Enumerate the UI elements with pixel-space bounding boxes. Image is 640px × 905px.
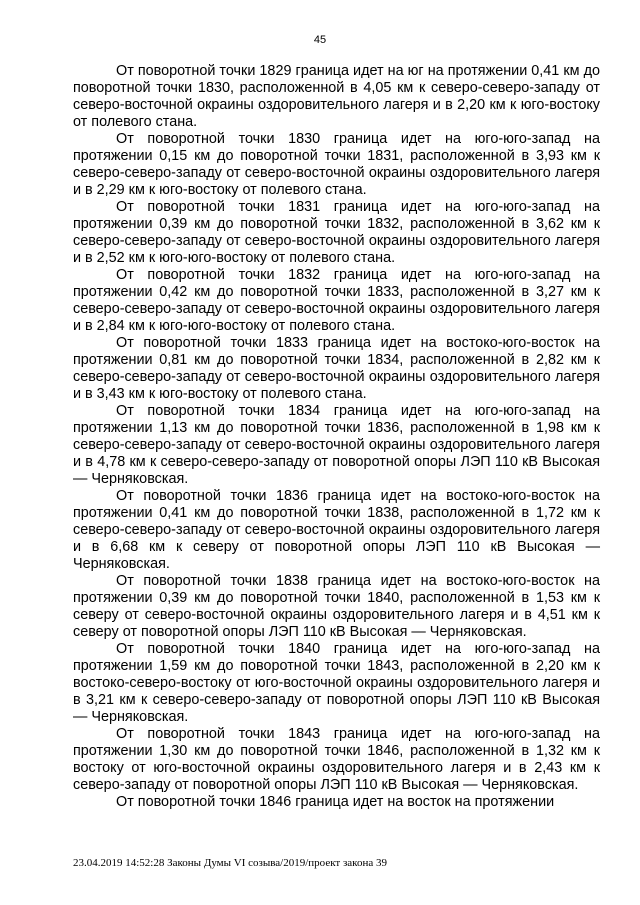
paragraph: От поворотной точки 1846 граница идет на восток на протяжении [116, 794, 555, 810]
paragraph: От поворотной точки 1833 граница идет на востоко-юго-восток на протяжении 0,81 км до поворотной точки 1834, расположенной в 2,82 км к северо-северо-западу от северо-восточной окраины оздоровительного лагеря и в 3,43 км к юго-востоку от полевого стана. [73, 335, 600, 402]
paragraph: От поворотной точки 1836 граница идет на востоко-юго-восток на протяжении 0,41 км до поворотной точки 1838, расположенной в 1,72 км к северо-северо-западу от северо-восточной окраины оздоровительного лагеря и в 6,68 км к северу от поворотной опоры ЛЭП 110 кВ Высокая — Черняковская. [73, 488, 600, 572]
paragraph: От поворотной точки 1843 граница идет на юго-юго-запад на протяжении 1,30 км до поворотной точки 1846, расположенной в 1,32 км к востоку от юго-восточной окраины оздоровительного лагеря и в 2,43 км к северо-западу от поворотной опоры ЛЭП 110 кВ Высокая — Черняковская. [73, 726, 600, 793]
paragraph: От поворотной точки 1840 граница идет на юго-юго-запад на протяжении 1,59 км до поворотной точки 1843, расположенной в 2,20 км к востоко-северо-востоку от юго-восточной окраины оздоровительного лагеря и в 3,21 км к северо-северо-западу от поворотной опоры ЛЭП 110 кВ Высокая — Черняковская. [73, 641, 600, 725]
paragraph: От поворотной точки 1832 граница идет на юго-юго-запад на протяжении 0,42 км до поворотной точки 1833, расположенной в 3,27 км к северо-северо-западу от северо-восточной окраины оздоровительного лагеря и в 2,84 км к юго-юго-востоку от полевого стана. [73, 267, 600, 334]
paragraph: От поворотной точки 1834 граница идет на юго-юго-запад на протяжении 1,13 км до поворотной точки 1836, расположенной в 1,98 км к северо-северо-западу от северо-восточной окраины оздоровительного лагеря и в 4,78 км к северо-северо-западу от поворотной опоры ЛЭП 110 кВ Высокая — Черняковская. [73, 403, 600, 487]
paragraph: От поворотной точки 1830 граница идет на юго-юго-запад на протяжении 0,15 км до поворотной точки 1831, расположенной в 3,93 км к северо-северо-западу от северо-восточной окраины оздоровительного лагеря и в 2,29 км к юго-востоку от полевого стана. [73, 131, 600, 198]
paragraph: От поворотной точки 1838 граница идет на востоко-юго-восток на протяжении 0,39 км до поворотной точки 1840, расположенной в 1,53 км к северу от северо-восточной окраины оздоровительного лагеря и в 4,51 км к северу от поворотной опоры ЛЭП 110 кВ Высокая — Черняковская. [73, 573, 600, 640]
paragraph: От поворотной точки 1831 граница идет на юго-юго-запад на протяжении 0,39 км до поворотной точки 1832, расположенной в 3,62 км к северо-северо-западу от северо-восточной окраины оздоровительного лагеря и в 2,52 км к юго-юго-востоку от полевого стана. [73, 199, 600, 266]
document-body [73, 63, 600, 811]
page-footer: 23.04.2019 14:52:28 Законы Думы VI созыва/2019/проект закона 39 [73, 857, 387, 869]
paragraph: От поворотной точки 1829 граница идет на юг на протяжении 0,41 км до поворотной точки 1830, расположенной в 4,05 км к северо-северо-западу от северо-восточной окраины оздоровительного лагеря и в 2,20 км к юго-востоку от полевого стана. [73, 63, 600, 130]
page-number: 45 [313, 34, 327, 46]
